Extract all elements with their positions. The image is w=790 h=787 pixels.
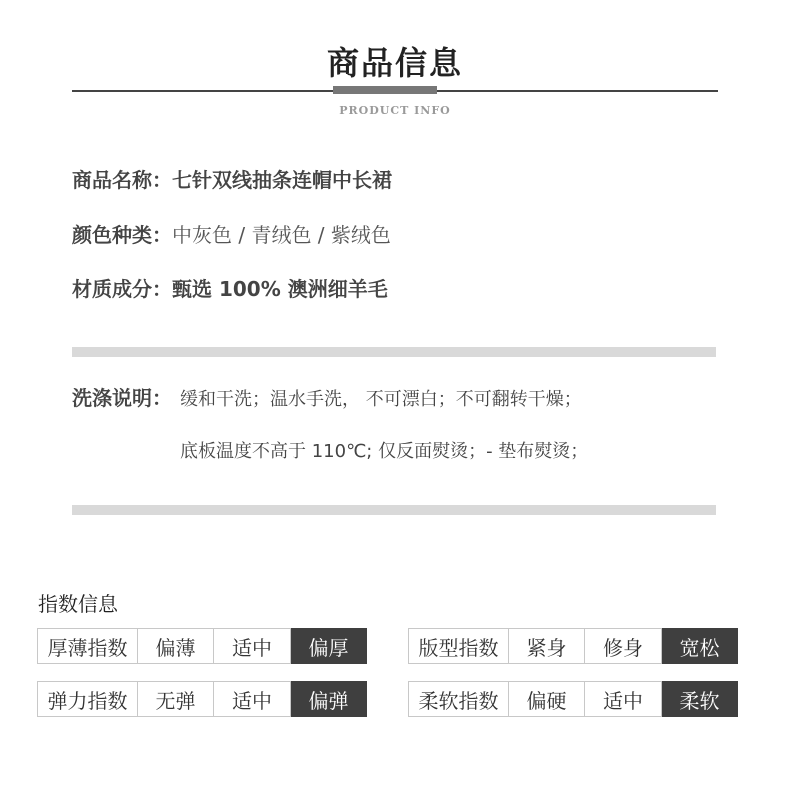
index-option: 适中 bbox=[214, 682, 291, 717]
material-label: 材质成分： bbox=[72, 277, 172, 301]
material-row bbox=[72, 273, 388, 302]
index-option: 无弹 bbox=[138, 682, 214, 717]
index-option: 宽松 bbox=[662, 629, 738, 664]
index-option: 修身 bbox=[585, 629, 662, 664]
page-subtitle: PRODUCT INFO bbox=[339, 104, 451, 117]
elasticity-index-table bbox=[37, 681, 367, 717]
index-name: 弹力指数 bbox=[38, 682, 138, 717]
index-option: 适中 bbox=[585, 682, 662, 717]
index-name: 厚薄指数 bbox=[38, 629, 138, 664]
product-name-label: 商品名称： bbox=[72, 168, 172, 192]
index-option: 偏弹 bbox=[291, 682, 367, 717]
divider-bar bbox=[72, 505, 716, 515]
fit-index-table bbox=[408, 628, 738, 664]
wash-label: 洗涤说明： bbox=[72, 386, 172, 410]
color-value: 中灰色 / 青绒色 / 紫绒色 bbox=[172, 223, 391, 247]
index-option: 偏厚 bbox=[291, 629, 367, 664]
page-title: 商品信息 bbox=[326, 44, 463, 82]
thickness-index-table bbox=[37, 628, 367, 664]
color-row bbox=[72, 219, 391, 248]
index-option: 偏薄 bbox=[138, 629, 214, 664]
wash-line-1: 缓和干洗；温水手洗， 不可漂白；不可翻转干燥； bbox=[180, 389, 582, 410]
divider-bar bbox=[72, 347, 716, 357]
index-option: 偏硬 bbox=[509, 682, 585, 717]
product-name-row bbox=[72, 164, 392, 193]
color-label: 颜色种类： bbox=[72, 223, 172, 247]
wash-line-2: 底板温度不高于 110℃; 仅反面熨烫；- 垫布熨烫； bbox=[180, 441, 589, 462]
title-accent-bar bbox=[333, 86, 437, 94]
index-option: 柔软 bbox=[662, 682, 738, 717]
material-value: 甄选 100% 澳洲细羊毛 bbox=[172, 277, 388, 301]
index-option: 紧身 bbox=[509, 629, 585, 664]
index-section-title: 指数信息 bbox=[38, 592, 118, 616]
index-option: 适中 bbox=[214, 629, 291, 664]
product-name-value: 七针双线抽条连帽中长裙 bbox=[172, 168, 392, 192]
softness-index-table bbox=[408, 681, 738, 717]
index-name: 版型指数 bbox=[409, 629, 509, 664]
index-name: 柔软指数 bbox=[409, 682, 509, 717]
